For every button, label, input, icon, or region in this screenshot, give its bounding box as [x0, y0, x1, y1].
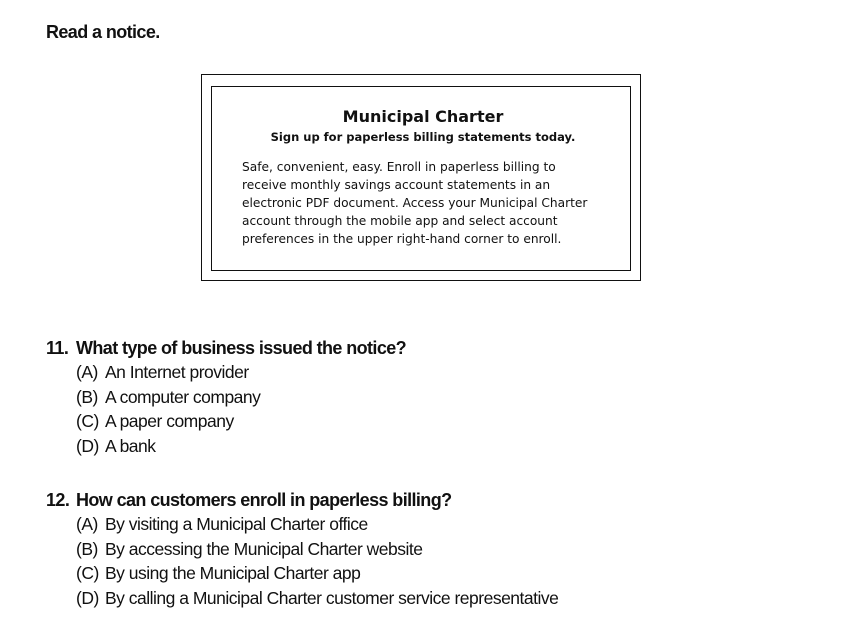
answer-choice-a[interactable]	[76, 360, 406, 385]
choice-letter: (D)	[76, 435, 99, 456]
answer-choice-b[interactable]	[76, 385, 406, 410]
choice-letter: (D)	[76, 587, 99, 608]
answer-choice-b[interactable]	[76, 537, 558, 562]
choice-letter: (C)	[76, 563, 99, 583]
choice-letter: (B)	[76, 538, 98, 559]
answer-choice-d[interactable]	[76, 586, 558, 611]
question-11	[46, 336, 406, 458]
choice-text: An Internet provider	[105, 362, 249, 382]
choice-text: A bank	[105, 435, 156, 456]
question-number: 12.	[46, 490, 70, 510]
instruction-heading: Read a notice.	[46, 22, 160, 42]
choice-letter: (A)	[76, 362, 98, 382]
notice-box	[201, 74, 641, 281]
answer-choice-a[interactable]	[76, 512, 558, 537]
answer-choices	[46, 360, 406, 458]
choice-letter: (B)	[76, 386, 98, 407]
notice-inner-frame	[211, 86, 631, 271]
notice-title: Municipal Charter	[342, 107, 504, 126]
choice-text: A computer company	[105, 386, 261, 407]
choice-text: By calling a Municipal Charter customer service representative	[105, 587, 559, 608]
choice-text: By using the Municipal Charter app	[105, 563, 361, 583]
question-stem	[46, 336, 406, 360]
choice-text: A paper company	[105, 411, 234, 431]
notice-subtitle: Sign up for paperless billing statements today.	[270, 130, 576, 144]
choice-letter: (A)	[76, 514, 98, 534]
choice-text: By accessing the Municipal Charter website	[105, 538, 423, 559]
answer-choices	[46, 512, 558, 610]
question-12	[46, 488, 558, 610]
question-text: How can customers enroll in paperless billing?	[76, 490, 452, 510]
answer-choice-c[interactable]	[76, 409, 406, 434]
choice-letter: (C)	[76, 411, 99, 431]
question-stem	[46, 488, 558, 512]
answer-choice-d[interactable]	[76, 434, 406, 459]
question-number: 11.	[46, 338, 69, 358]
question-text: What type of business issued the notice?	[76, 338, 407, 358]
answer-choice-c[interactable]	[76, 561, 558, 586]
choice-text: By visiting a Municipal Charter office	[105, 514, 368, 534]
notice-body: Safe, convenient, easy. Enroll in paperless billing to receive monthly savings account statements in an electronic PDF document. Access your Municipal Charter account through the mobile app and select account preferences in the upper right-hand corner to enroll.	[242, 160, 588, 246]
